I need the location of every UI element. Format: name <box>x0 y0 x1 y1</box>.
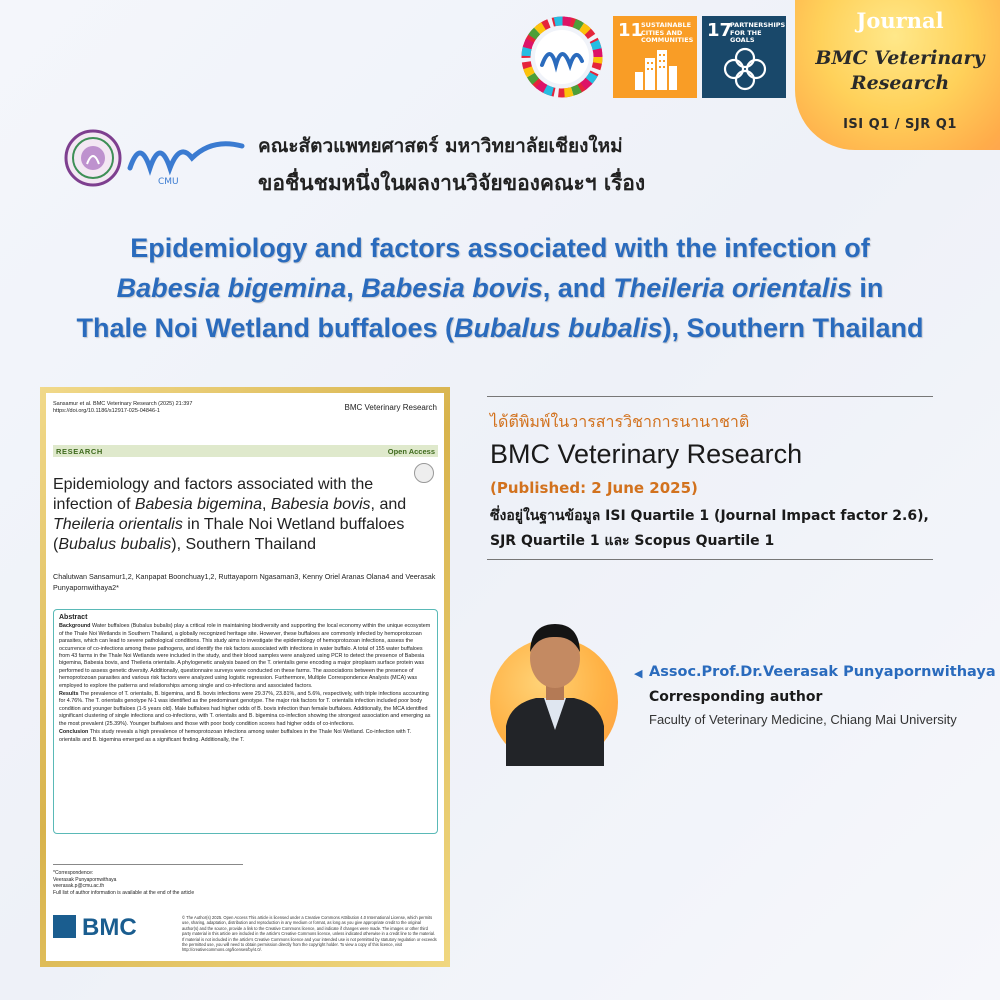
paper-abstract-box <box>53 609 438 834</box>
faculty-intro: ขอชื่นชมหนึ่งในผลงานวิจัยของคณะฯ เรื่อง <box>258 171 646 195</box>
sdg-17-number: 17 <box>707 20 733 41</box>
author-name: Assoc.Prof.Dr.Veerasak Punyapornwithaya <box>649 664 996 680</box>
sdg-11-label: SUSTAINABLE CITIES AND COMMUNITIES <box>641 21 694 44</box>
paper-page <box>46 393 444 961</box>
publication-top-rule <box>487 396 933 397</box>
paper-license: © The Author(s) 2025. Open Access This article is licensed under a Creative Commons Attribution 4.0 International License, which permits use, sharing, adaptation, distribution and reproduction in any medium or format, as long as you give appropriate credit to the original author(s) and the source, provide a link to the Creative Commons licence, and indicate if changes were made. The images or other third party material in this article are included in the article's Creative Commons licence, unless indicated otherwise in a credit line to the material. If material is not included in the article's Creative Commons licence and your intended use is not permitted by statutory regulation or exceeds the permitted use, you will need to obtain permission directly from the copyright holder. To view a copy of this licence, visit http://creativecommons.org/licenses/by/4.0/. <box>182 915 437 953</box>
journal-badge-name: BMC Veterinary Research <box>815 47 985 94</box>
paper-authors: Chalutwan Sansamur1,2, Kanpapat Boonchuay1,2, Ruttayaporn Ngasaman3, Kenny Oriel Aranas Olana4 and Veerasak Punyapornwithaya2* <box>53 572 436 592</box>
publication-database-line-2: SJR Quartile 1 และ Scopus Quartile 1 <box>490 533 775 549</box>
sdg-11-number: 11 <box>618 20 644 41</box>
author-photo <box>488 600 622 766</box>
author-role: Corresponding author <box>649 689 823 705</box>
title-line-1: Epidemiology and factors associated with the infection of <box>130 233 870 263</box>
journal-badge-label: Journal <box>856 8 944 33</box>
journal-badge-rank: ISI Q1 / SJR Q1 <box>843 117 957 132</box>
svg-text:CMU: CMU <box>158 177 179 187</box>
faculty-logo <box>60 128 250 188</box>
paper-divider <box>53 864 243 865</box>
abstract-results: Results The prevalence of T. orientalis, B. bigemina, and B. bovis infections were 29.37%, 23.81%, and 5.6%, respectively, with triple infections accounting for 4.76%. The T. orientalis genotype N-1 was identified as the predominant genotype. The major risk factors for T. orientalis infection included poor body condition and younger buffaloes (1-5 years old). Male buffaloes had higher odds of B. bovis infection than female buffaloes. Additionally, the MCA identified significant clustering of single infections and co-infections, with T. orientalis and B. bigemina co-infection showing the strongest association and emerging as the most prevalent (25.39%). Younger buffaloes and those with poor body condition scores had higher odds of co-infections. <box>59 691 431 727</box>
paper-research-bar <box>53 445 438 457</box>
paper-research-label: RESEARCH <box>56 447 103 456</box>
paper-citation: Sansamur et al. BMC Veterinary Research (2025) 21:397 https://doi.org/10.1186/s12917-025-04846-1 <box>53 401 193 414</box>
publication-thai-label: ได้ตีพิมพ์ในวารสารวิชาการนานาชาติ <box>490 412 750 431</box>
city-icon <box>633 46 679 92</box>
bmc-logo-square-icon <box>53 915 76 938</box>
abstract-background: Background Water buffaloes (Bubalus bubalis) play a critical role in maintaining biodiversity and supporting the local economy within the unique ecosystem of the Thale Noi Wetlands in Southern Thailand, a globally recognized heritage site. However, these buffaloes are commonly infected by hemoprotozoan parasites, which can lead to severe pathological conditions. This study aims to investigate the epidemiology of hemoprotozoan infections, assess the occurrence of co-infections among these pathogens, and identify the risk factors associated with infections in water buffalo. A total of 155 water buffaloes from 43 farms in the Thale Noi Wetlands were included in the study, and their blood samples were analyzed using PCR to detect the presence of Babesia bigemina, Babesia bovis, and Theileria orientalis. A phylogenetic analysis based on the T. orientalis gene encoding a major piroplasm surface protein was performed to assess genetic diversity. Additionally, questionnaire surveys were conducted on these farms. The associations between the presence of hemoprotozoan parasites and various risk factors were analyzed using logistic regression. Furthermore, Multiple Correspondence Analysis (MCA) was employed to explore the patterns and relationships among single and co-infections and associated factors. <box>59 623 431 689</box>
title-line-3: Thale Noi Wetland buffaloes (Bubalus bubalis), Southern Thailand <box>76 313 924 343</box>
paper-title: Epidemiology and factors associated with the infection of Babesia bigemina, Babesia bovis, and Theileria orientalis in Thale Noi Wetland buffaloes (Bubalus bubalis), Southern Thailand <box>53 476 407 553</box>
publication-journal: BMC Veterinary Research <box>490 439 803 469</box>
author-pointer-icon: ◀ <box>634 668 643 680</box>
abstract-conclusion: Conclusion This study reveals a high prevalence of hemoprotozoan infections among water buffaloes in the Thale Noi Wetland. Co-infection with T. orientalis and B. bigemina emerged as a significant finding. Additionally, the T. <box>59 729 412 743</box>
paper-correspondence: *Correspondence: Veerasak Punyapornwithaya veerasak.p@cmu.ac.th Full list of author information is available at the end of the article <box>53 870 195 896</box>
paper-journal-name: BMC Veterinary Research <box>344 403 437 412</box>
partnership-rings-icon <box>722 46 768 92</box>
research-title <box>20 228 980 348</box>
sdg-wheel-logo <box>518 16 606 98</box>
abstract-heading: Abstract <box>59 614 88 621</box>
sdg-17-label: PARTNERSHIPS FOR THE GOALS <box>730 21 786 44</box>
author-affiliation: Faculty of Veterinary Medicine, Chiang Mai University <box>649 712 957 727</box>
title-line-2: Babesia bigemina, Babesia bovis, and Theileria orientalis in <box>116 273 884 303</box>
sdg-17-tile <box>702 16 786 98</box>
paper-thumbnail-frame <box>40 387 450 967</box>
publication-database-line-1: ซึ่งอยู่ในฐานข้อมูล ISI Quartile 1 (Journal Impact factor 2.6), <box>490 508 929 524</box>
faculty-name: คณะสัตวแพทยศาสตร์ มหาวิทยาลัยเชียงใหม่ <box>258 135 623 157</box>
journal-badge <box>795 0 1000 150</box>
publication-date: (Published: 2 June 2025) <box>490 479 698 497</box>
paper-open-access: Open Access <box>387 447 435 456</box>
bmc-logo-text: BMC <box>82 914 137 941</box>
publication-bottom-rule <box>487 559 933 560</box>
sdg-11-tile <box>613 16 697 98</box>
